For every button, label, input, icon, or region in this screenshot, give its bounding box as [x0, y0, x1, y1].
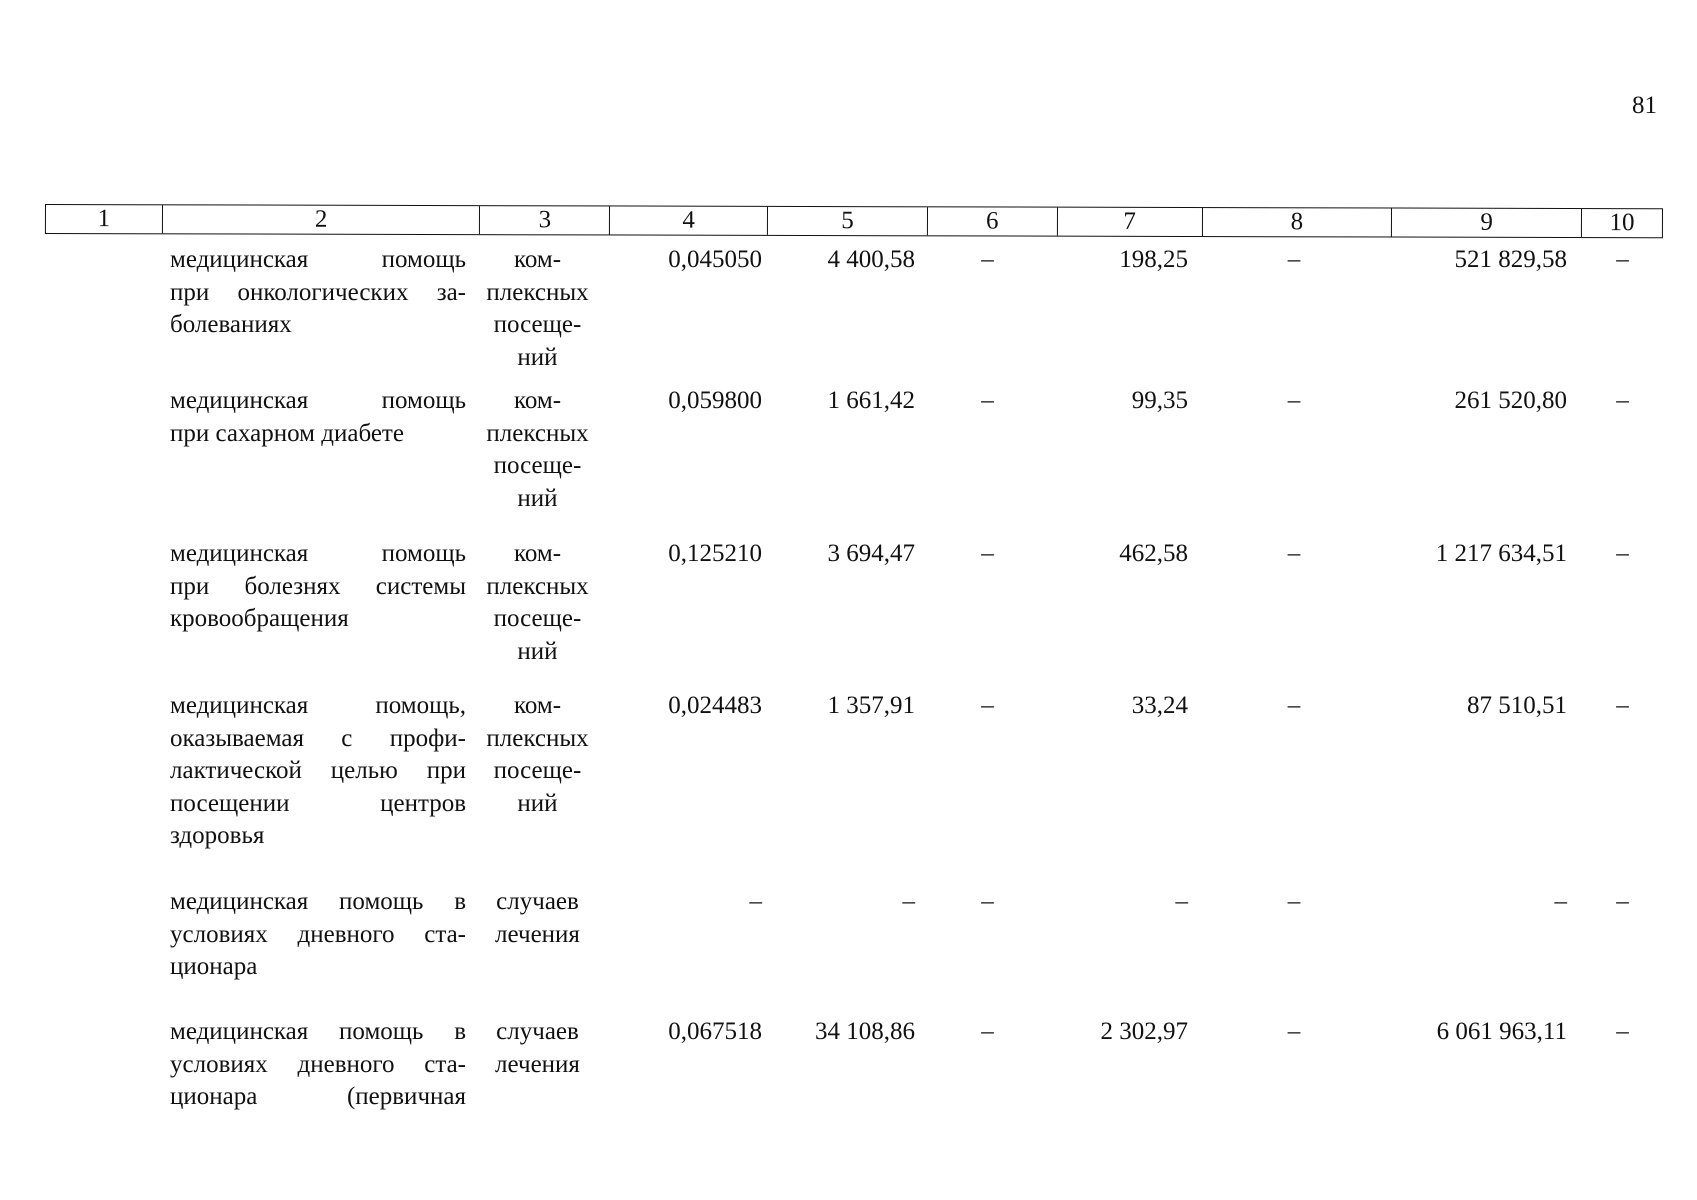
value-col-9: 521 829,58 — [1454, 246, 1567, 273]
service-name — [170, 385, 466, 450]
unit-line: ний — [517, 484, 558, 512]
value-col-6: – — [981, 888, 994, 915]
service-name-line: кровообращения — [170, 605, 349, 632]
value-col-5: 3 694,47 — [827, 540, 915, 567]
unit-of-measure — [475, 886, 600, 951]
unit-line: плексных — [486, 419, 589, 447]
service-name-line: медицинская помощь в — [170, 888, 466, 915]
value-col-8: – — [1287, 540, 1301, 567]
value-col-7: 2 302,97 — [1100, 1018, 1188, 1045]
value-col-8: – — [1287, 1018, 1301, 1045]
header-cell-1: 1 — [46, 205, 163, 233]
header-cell-10: 10 — [1609, 209, 1635, 237]
header-cell-8: 8 — [1203, 208, 1393, 236]
value-col-5: 34 108,86 — [815, 1018, 915, 1045]
unit-line: посеще- — [493, 452, 582, 479]
service-name — [170, 886, 466, 984]
value-col-10: – — [1616, 1018, 1629, 1045]
table-header-row — [45, 204, 1663, 238]
value-col-4: 0,125210 — [668, 540, 762, 567]
service-name-line: лактической целью при — [170, 757, 466, 784]
value-col-7: 99,35 — [1131, 387, 1188, 414]
value-col-10: – — [1616, 692, 1629, 719]
service-name-line: медицинская помощь — [170, 387, 466, 414]
service-name — [170, 244, 466, 342]
value-col-9: 261 520,80 — [1454, 387, 1567, 414]
unit-line: плексных — [486, 724, 589, 752]
value-col-9: 1 217 634,51 — [1435, 540, 1567, 567]
service-name — [170, 538, 466, 636]
service-name-line: посещении центров — [170, 789, 466, 817]
unit-line: лечения — [495, 1050, 580, 1078]
unit-line: ком- — [513, 540, 562, 567]
service-name-line: условиях дневного ста- — [170, 920, 466, 948]
value-col-9: 6 061 963,11 — [1436, 1018, 1567, 1045]
service-name — [170, 690, 466, 853]
value-col-4: 0,059800 — [668, 387, 762, 414]
value-col-6: – — [981, 692, 994, 719]
unit-line: плексных — [486, 572, 589, 600]
unit-line: посеще- — [493, 605, 582, 632]
service-name-line: медицинская помощь в — [170, 1018, 466, 1045]
header-cell-9: 9 — [1392, 209, 1582, 237]
unit-line: ний — [517, 789, 558, 817]
service-name-line: ционара (первичная — [170, 1083, 466, 1110]
unit-line: случаев — [496, 888, 579, 915]
value-col-8: – — [1287, 246, 1301, 273]
value-col-8: – — [1287, 692, 1301, 719]
unit-line: случаев — [496, 1018, 579, 1045]
unit-line: посеще- — [493, 757, 582, 784]
value-col-5: 1 661,42 — [827, 387, 915, 414]
unit-line: плексных — [486, 278, 589, 306]
unit-line: ний — [517, 343, 558, 371]
value-col-5: 4 400,58 — [827, 246, 915, 273]
service-name-line: медицинская помощь — [170, 246, 466, 273]
value-col-4: – — [749, 888, 762, 915]
service-name-line: болеваниях — [170, 311, 292, 338]
unit-line: посеще- — [493, 311, 582, 338]
value-col-9: – — [1554, 888, 1567, 915]
value-col-10: – — [1616, 246, 1629, 273]
unit-of-measure — [475, 385, 600, 515]
value-col-7: 198,25 — [1119, 246, 1188, 273]
unit-line: ком- — [513, 246, 562, 273]
value-col-4: 0,067518 — [668, 1018, 762, 1045]
service-name-line: условиях дневного ста- — [170, 1050, 466, 1078]
header-cell-7: 7 — [1058, 208, 1203, 236]
unit-line: ний — [517, 637, 558, 665]
value-col-7: 33,24 — [1131, 692, 1188, 719]
unit-of-measure — [475, 1016, 600, 1081]
service-name-line: медицинская помощь, — [170, 692, 466, 719]
value-col-4: 0,024483 — [668, 692, 762, 719]
service-name-line: при онкологических за- — [170, 278, 466, 306]
header-cell-6: 6 — [928, 207, 1058, 235]
value-col-8: – — [1287, 387, 1301, 414]
value-col-5: – — [902, 888, 915, 915]
value-col-4: 0,045050 — [668, 246, 762, 273]
service-name-line: при сахарном диабете — [170, 419, 404, 447]
unit-line: лечения — [495, 920, 580, 948]
value-col-6: – — [981, 387, 994, 414]
unit-of-measure — [475, 690, 600, 820]
value-col-10: – — [1616, 387, 1629, 414]
unit-of-measure — [475, 244, 600, 374]
value-col-6: – — [981, 1018, 994, 1045]
value-col-8: – — [1287, 888, 1301, 915]
header-cell-4: 4 — [610, 206, 768, 234]
unit-of-measure — [475, 538, 600, 668]
unit-line: ком- — [513, 692, 562, 719]
value-col-7: 462,58 — [1119, 540, 1188, 567]
value-col-10: – — [1616, 888, 1629, 915]
value-col-9: 87 510,51 — [1467, 692, 1567, 719]
service-name-line: при болезнях системы — [170, 572, 466, 600]
value-col-10: – — [1616, 540, 1629, 567]
value-col-6: – — [981, 540, 994, 567]
service-name-line: оказываемая с профи- — [170, 724, 466, 752]
unit-line: ком- — [513, 387, 562, 414]
service-name-line: медицинская помощь — [170, 540, 466, 567]
header-cell-5: 5 — [768, 207, 928, 235]
value-col-7: – — [1175, 888, 1188, 915]
header-cell-3: 3 — [480, 206, 610, 234]
value-col-5: 1 357,91 — [827, 692, 915, 719]
header-cell-2: 2 — [163, 205, 481, 234]
value-col-6: – — [981, 246, 994, 273]
service-name — [170, 1016, 466, 1114]
page-number: 81 — [1632, 92, 1657, 119]
service-name-line: здоровья — [170, 822, 265, 849]
service-name-line: ционара — [170, 953, 258, 980]
